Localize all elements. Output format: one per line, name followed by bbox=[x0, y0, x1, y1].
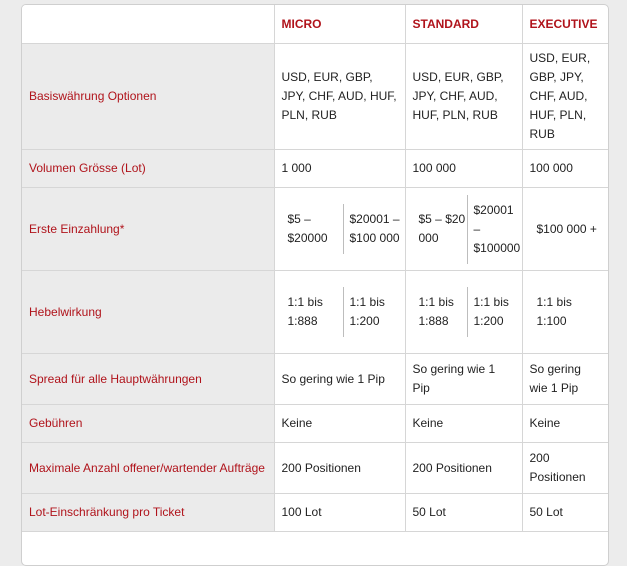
cell-gebuehren-executive: Keine bbox=[522, 405, 608, 443]
cell-hebel-micro-tier1: 1:1 bis 1:888 bbox=[287, 295, 323, 328]
header-standard: STANDARD bbox=[405, 5, 522, 44]
account-comparison-table-container bbox=[21, 4, 609, 566]
cell-einzahlung-executive: $100 000 + bbox=[522, 188, 608, 271]
header-empty-cell bbox=[22, 5, 274, 44]
table-row bbox=[22, 271, 608, 354]
cell-basis-micro: USD, EUR, GBP, JPY, CHF, AUD, HUF, PLN, RUB bbox=[274, 44, 405, 150]
cell-einzahlung-micro-tier2: $20001 – $100 000 bbox=[343, 204, 405, 254]
account-comparison-table bbox=[22, 5, 608, 532]
cell-basis-standard: USD, EUR, GBP, JPY, CHF, AUD, HUF, PLN, RUB bbox=[405, 44, 522, 150]
cell-auftraege-micro: 200 Positionen bbox=[274, 443, 405, 494]
cell-basis-executive: USD, EUR, GBP, JPY, CHF, AUD, HUF, PLN, RUB bbox=[522, 44, 608, 150]
row-label-gebuehren: Gebühren bbox=[22, 405, 274, 443]
cell-spread-executive: So gering wie 1 Pip bbox=[522, 354, 608, 405]
cell-spread-standard: So gering wie 1 Pip bbox=[405, 354, 522, 405]
cell-lot-standard: 50 Lot bbox=[405, 494, 522, 532]
cell-volumen-executive: 100 000 bbox=[522, 150, 608, 188]
table-row bbox=[22, 44, 608, 150]
cell-lot-micro: 100 Lot bbox=[274, 494, 405, 532]
cell-auftraege-standard: 200 Positionen bbox=[405, 443, 522, 494]
row-label-hebel: Hebelwirkung bbox=[22, 271, 274, 354]
cell-hebel-micro-tier2: 1:1 bis 1:200 bbox=[343, 287, 405, 337]
table-row bbox=[22, 405, 608, 443]
row-label-volumen: Volumen Grösse (Lot) bbox=[22, 150, 274, 188]
table-row bbox=[22, 150, 608, 188]
cell-lot-executive: 50 Lot bbox=[522, 494, 608, 532]
row-label-auftraege: Maximale Anzahl offener/wartender Aufträge bbox=[22, 443, 274, 494]
row-label-lot: Lot-Einschränkung pro Ticket bbox=[22, 494, 274, 532]
cell-hebel-executive: 1:1 bis 1:100 bbox=[522, 271, 608, 354]
table-row bbox=[22, 494, 608, 532]
table-row bbox=[22, 188, 608, 271]
row-label-einzahlung: Erste Einzahlung* bbox=[22, 188, 274, 271]
cell-einzahlung-standard-tier2: $20001 – $100000 bbox=[467, 195, 522, 264]
cell-volumen-micro: 1 000 bbox=[274, 150, 405, 188]
row-label-basis: Basiswährung Optionen bbox=[22, 44, 274, 150]
cell-einzahlung-standard bbox=[405, 188, 522, 271]
cell-einzahlung-micro bbox=[274, 188, 405, 271]
cell-spread-micro: So gering wie 1 Pip bbox=[274, 354, 405, 405]
table-header-row bbox=[22, 5, 608, 44]
header-micro: MICRO bbox=[274, 5, 405, 44]
cell-hebel-micro bbox=[274, 271, 405, 354]
cell-gebuehren-standard: Keine bbox=[405, 405, 522, 443]
cell-einzahlung-standard-tier1: $5 – $20 000 bbox=[418, 212, 466, 245]
cell-auftraege-executive: 200 Positionen bbox=[522, 443, 608, 494]
table-row bbox=[22, 354, 608, 405]
table-row bbox=[22, 443, 608, 494]
cell-einzahlung-micro-tier1: $5 – $20000 bbox=[287, 212, 328, 245]
cell-gebuehren-micro: Keine bbox=[274, 405, 405, 443]
header-executive: EXECUTIVE bbox=[522, 5, 608, 44]
row-label-spread: Spread für alle Hauptwährungen bbox=[22, 354, 274, 405]
cell-hebel-standard-tier2: 1:1 bis 1:200 bbox=[467, 287, 522, 337]
cell-volumen-standard: 100 000 bbox=[405, 150, 522, 188]
cell-hebel-standard bbox=[405, 271, 522, 354]
cell-hebel-standard-tier1: 1:1 bis 1:888 bbox=[418, 295, 454, 328]
